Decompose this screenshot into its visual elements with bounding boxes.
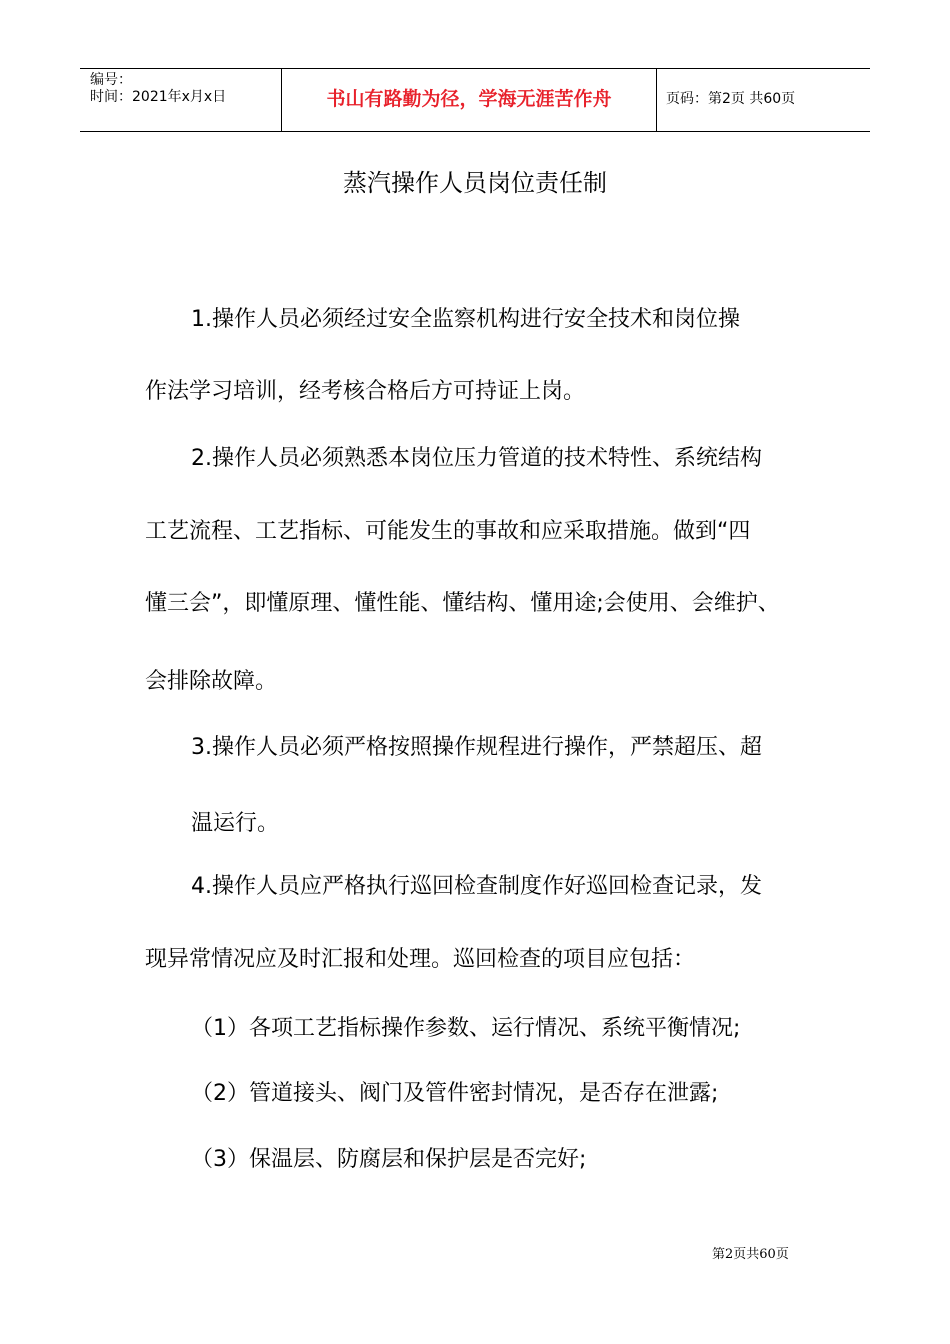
page-footer: 第2页共60页 (712, 1247, 789, 1262)
paragraph-line: 2.操作人员必须熟悉本岗位压力管道的技术特性、系统结构 (191, 446, 762, 471)
paragraph-line: 温运行。 (191, 811, 280, 836)
paragraph-line: 工艺流程、工艺指标、可能发生的事故和应采取措施。做到“四 (145, 519, 751, 544)
paragraph-line: 4.操作人员应严格执行巡回检查制度作好巡回检查记录，发 (191, 874, 762, 899)
paragraph-line: 懂三会”，即懂原理、懂性能、懂结构、懂用途;会使用、会维护、 (145, 591, 780, 616)
list-item: （3）保温层、防腐层和保护层是否完好; (191, 1147, 587, 1172)
header-table (80, 68, 870, 132)
motto: 书山有路勤为径，学海无涯苦作舟 (326, 88, 612, 110)
list-item: （2）管道接头、阀门及管件密封情况，是否存在泄露; (191, 1081, 719, 1106)
header-motto-cell (281, 69, 657, 131)
page-code: 页码：第2页 共60页 (666, 91, 796, 107)
paragraph-line: 1.操作人员必须经过安全监察机构进行安全技术和岗位操 (191, 307, 740, 332)
paragraph-line: 作法学习培训，经考核合格后方可持证上岗。 (145, 379, 586, 404)
paragraph-line: 3.操作人员必须严格按照操作规程进行操作，严禁超压、超 (191, 735, 762, 760)
document-title: 蒸汽操作人员岗位责任制 (343, 169, 607, 197)
serial-label: 编号： (90, 72, 132, 88)
date-label: 时间：2021年x月x日 (90, 89, 227, 105)
paragraph-line: 会排除故障。 (145, 669, 278, 694)
header-info-cell (80, 69, 281, 131)
list-item: （1）各项工艺指标操作参数、运行情况、系统平衡情况; (191, 1016, 741, 1041)
header-page-cell (656, 69, 870, 131)
paragraph-line: 现异常情况应及时汇报和处理。巡回检查的项目应包括： (145, 947, 696, 972)
